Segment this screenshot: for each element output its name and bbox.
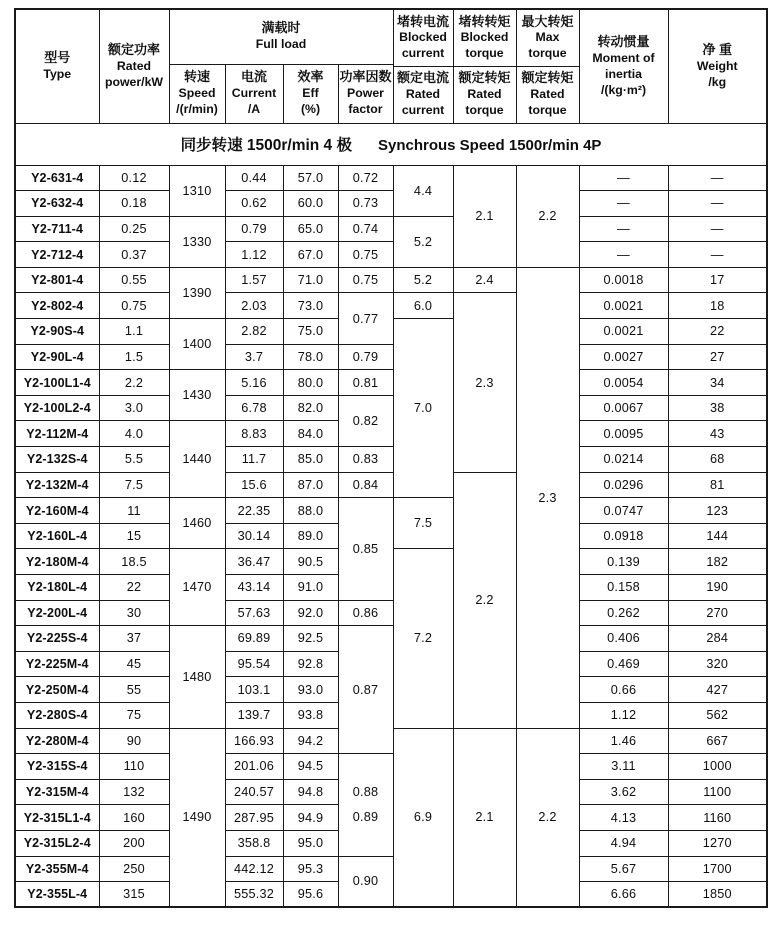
cell-blocked-torque-ratio: 2.3	[453, 293, 516, 472]
cell-speed: 1330	[169, 216, 225, 267]
cell-weight: 284	[668, 626, 767, 652]
cell-blocked-current-ratio: 6.9	[393, 728, 453, 907]
header-efficiency: 效率 Eff (%)	[283, 64, 338, 123]
header-power-factor: 功率因数 Power factor	[338, 64, 393, 123]
cell-current: 2.82	[225, 319, 283, 345]
cell-moment-of-inertia: 0.0021	[579, 319, 668, 345]
header-current: 电流 Current /A	[225, 64, 283, 123]
cell-rated-power: 0.12	[99, 165, 169, 191]
cell-current: 1.57	[225, 267, 283, 293]
cell-efficiency: 73.0	[283, 293, 338, 319]
table-row	[15, 447, 767, 473]
header-blocked-torque-ratio: 堵转转矩 Blocked torque 额定转矩 Rated torque	[453, 9, 516, 123]
cell-moment-of-inertia: 0.0918	[579, 523, 668, 549]
cell-moment-of-inertia: —	[579, 165, 668, 191]
cell-rated-power: 1.5	[99, 344, 169, 370]
cell-efficiency: 78.0	[283, 344, 338, 370]
cell-efficiency: 92.8	[283, 651, 338, 677]
cell-power-factor: 0.87	[338, 626, 393, 754]
cell-rated-power: 7.5	[99, 472, 169, 498]
cell-rated-power: 75	[99, 702, 169, 728]
cell-speed: 1470	[169, 549, 225, 626]
cell-type: Y2-711-4	[15, 216, 99, 242]
cell-rated-power: 18.5	[99, 549, 169, 575]
cell-power-factor: 0.88 0.89	[338, 754, 393, 856]
cell-weight: 182	[668, 549, 767, 575]
cell-weight: 17	[668, 267, 767, 293]
cell-moment-of-inertia: 0.0021	[579, 293, 668, 319]
cell-power-factor: 0.90	[338, 856, 393, 907]
cell-moment-of-inertia: 6.66	[579, 882, 668, 908]
cell-blocked-current-ratio: 7.0	[393, 319, 453, 498]
cell-efficiency: 93.8	[283, 702, 338, 728]
cell-efficiency: 95.3	[283, 856, 338, 882]
cell-type: Y2-355M-4	[15, 856, 99, 882]
cell-rated-power: 5.5	[99, 447, 169, 473]
cell-type: Y2-112M-4	[15, 421, 99, 447]
cell-efficiency: 75.0	[283, 319, 338, 345]
cell-weight: 27	[668, 344, 767, 370]
cell-rated-power: 0.25	[99, 216, 169, 242]
table-row	[15, 498, 767, 524]
cell-moment-of-inertia: 0.0214	[579, 447, 668, 473]
cell-moment-of-inertia: 0.0067	[579, 395, 668, 421]
cell-efficiency: 95.6	[283, 882, 338, 908]
cell-max-torque-ratio: 2.3	[516, 267, 579, 728]
cell-weight: —	[668, 191, 767, 217]
cell-rated-power: 22	[99, 575, 169, 601]
cell-current: 442.12	[225, 856, 283, 882]
cell-speed: 1440	[169, 421, 225, 498]
cell-rated-power: 11	[99, 498, 169, 524]
cell-moment-of-inertia: 0.469	[579, 651, 668, 677]
cell-weight: 1850	[668, 882, 767, 908]
cell-weight: 43	[668, 421, 767, 447]
cell-weight: —	[668, 242, 767, 268]
cell-moment-of-inertia: 0.0296	[579, 472, 668, 498]
cell-weight: 1160	[668, 805, 767, 831]
cell-rated-power: 200	[99, 830, 169, 856]
cell-blocked-torque-ratio: 2.1	[453, 165, 516, 267]
cell-type: Y2-315L2-4	[15, 830, 99, 856]
cell-efficiency: 94.9	[283, 805, 338, 831]
cell-power-factor: 0.75	[338, 267, 393, 293]
cell-speed: 1460	[169, 498, 225, 549]
table-row	[15, 600, 767, 626]
cell-moment-of-inertia: —	[579, 242, 668, 268]
cell-weight: 1100	[668, 779, 767, 805]
cell-type: Y2-200L-4	[15, 600, 99, 626]
cell-moment-of-inertia: —	[579, 191, 668, 217]
table-row	[15, 370, 767, 396]
cell-current: 8.83	[225, 421, 283, 447]
header-weight: 净 重 Weight /kg	[668, 9, 767, 123]
cell-rated-power: 15	[99, 523, 169, 549]
cell-speed: 1430	[169, 370, 225, 421]
cell-current: 43.14	[225, 575, 283, 601]
cell-rated-power: 90	[99, 728, 169, 754]
cell-efficiency: 92.0	[283, 600, 338, 626]
cell-efficiency: 84.0	[283, 421, 338, 447]
cell-type: Y2-90L-4	[15, 344, 99, 370]
cell-speed: 1390	[169, 267, 225, 318]
cell-current: 201.06	[225, 754, 283, 780]
cell-type: Y2-802-4	[15, 293, 99, 319]
cell-type: Y2-132S-4	[15, 447, 99, 473]
cell-type: Y2-225M-4	[15, 651, 99, 677]
cell-power-factor: 0.85	[338, 498, 393, 600]
cell-type: Y2-280M-4	[15, 728, 99, 754]
cell-weight: 123	[668, 498, 767, 524]
cell-type: Y2-100L1-4	[15, 370, 99, 396]
cell-type: Y2-712-4	[15, 242, 99, 268]
cell-current: 103.1	[225, 677, 283, 703]
cell-current: 2.03	[225, 293, 283, 319]
cell-blocked-current-ratio: 7.2	[393, 549, 453, 728]
cell-moment-of-inertia: 5.67	[579, 856, 668, 882]
cell-type: Y2-315M-4	[15, 779, 99, 805]
cell-current: 0.79	[225, 216, 283, 242]
cell-efficiency: 94.8	[283, 779, 338, 805]
table-row	[15, 395, 767, 421]
cell-moment-of-inertia: 4.13	[579, 805, 668, 831]
cell-current: 358.8	[225, 830, 283, 856]
cell-efficiency: 87.0	[283, 472, 338, 498]
header-moment-of-inertia: 转动惯量 Moment of inertia /(kg·m²)	[579, 9, 668, 123]
cell-speed: 1400	[169, 319, 225, 370]
cell-weight: 667	[668, 728, 767, 754]
cell-weight: 34	[668, 370, 767, 396]
header-full-load: 满载时 Full load	[169, 9, 393, 64]
cell-rated-power: 3.0	[99, 395, 169, 421]
cell-moment-of-inertia: 0.66	[579, 677, 668, 703]
table-row	[15, 472, 767, 498]
header-speed: 转速 Speed /(r/min)	[169, 64, 225, 123]
cell-current: 287.95	[225, 805, 283, 831]
cell-moment-of-inertia: —	[579, 216, 668, 242]
cell-current: 240.57	[225, 779, 283, 805]
cell-efficiency: 88.0	[283, 498, 338, 524]
cell-current: 69.89	[225, 626, 283, 652]
cell-max-torque-ratio: 2.2	[516, 165, 579, 267]
table-row	[15, 344, 767, 370]
cell-weight: 1000	[668, 754, 767, 780]
cell-blocked-current-ratio: 6.0	[393, 293, 453, 319]
table-row	[15, 191, 767, 217]
cell-efficiency: 67.0	[283, 242, 338, 268]
cell-type: Y2-280S-4	[15, 702, 99, 728]
cell-power-factor: 0.86	[338, 600, 393, 626]
cell-weight: —	[668, 216, 767, 242]
cell-efficiency: 92.5	[283, 626, 338, 652]
cell-moment-of-inertia: 0.262	[579, 600, 668, 626]
table-row	[15, 267, 767, 293]
cell-rated-power: 0.55	[99, 267, 169, 293]
header-type: 型号 Type	[15, 9, 99, 123]
cell-efficiency: 94.5	[283, 754, 338, 780]
cell-current: 30.14	[225, 523, 283, 549]
cell-current: 57.63	[225, 600, 283, 626]
cell-weight: 68	[668, 447, 767, 473]
cell-type: Y2-160L-4	[15, 523, 99, 549]
table-row	[15, 754, 767, 780]
table-body	[15, 165, 767, 907]
cell-current: 36.47	[225, 549, 283, 575]
cell-moment-of-inertia: 0.406	[579, 626, 668, 652]
cell-rated-power: 55	[99, 677, 169, 703]
cell-current: 3.7	[225, 344, 283, 370]
cell-blocked-torque-ratio: 2.4	[453, 267, 516, 293]
cell-rated-power: 250	[99, 856, 169, 882]
cell-weight: 81	[668, 472, 767, 498]
cell-power-factor: 0.79	[338, 344, 393, 370]
cell-current: 5.16	[225, 370, 283, 396]
cell-type: Y2-132M-4	[15, 472, 99, 498]
cell-efficiency: 80.0	[283, 370, 338, 396]
cell-weight: 18	[668, 293, 767, 319]
cell-current: 555.32	[225, 882, 283, 908]
cell-efficiency: 90.5	[283, 549, 338, 575]
table-row	[15, 293, 767, 319]
cell-efficiency: 71.0	[283, 267, 338, 293]
cell-current: 6.78	[225, 395, 283, 421]
cell-efficiency: 89.0	[283, 523, 338, 549]
cell-efficiency: 60.0	[283, 191, 338, 217]
cell-moment-of-inertia: 0.139	[579, 549, 668, 575]
cell-weight: 1700	[668, 856, 767, 882]
cell-type: Y2-90S-4	[15, 319, 99, 345]
cell-weight: 562	[668, 702, 767, 728]
cell-moment-of-inertia: 0.158	[579, 575, 668, 601]
cell-blocked-current-ratio: 7.5	[393, 498, 453, 549]
cell-power-factor: 0.83	[338, 447, 393, 473]
cell-power-factor: 0.84	[338, 472, 393, 498]
cell-speed: 1490	[169, 728, 225, 907]
cell-rated-power: 30	[99, 600, 169, 626]
cell-blocked-current-ratio: 4.4	[393, 165, 453, 216]
cell-type: Y2-801-4	[15, 267, 99, 293]
cell-max-torque-ratio: 2.2	[516, 728, 579, 907]
cell-type: Y2-100L2-4	[15, 395, 99, 421]
cell-efficiency: 82.0	[283, 395, 338, 421]
cell-moment-of-inertia: 3.62	[579, 779, 668, 805]
cell-weight: 320	[668, 651, 767, 677]
cell-current: 22.35	[225, 498, 283, 524]
cell-moment-of-inertia: 0.0054	[579, 370, 668, 396]
cell-efficiency: 65.0	[283, 216, 338, 242]
header-max-torque-ratio: 最大转矩 Max torque 额定转矩 Rated torque	[516, 9, 579, 123]
cell-blocked-current-ratio: 5.2	[393, 216, 453, 267]
cell-current: 1.12	[225, 242, 283, 268]
cell-blocked-current-ratio: 5.2	[393, 267, 453, 293]
cell-rated-power: 132	[99, 779, 169, 805]
cell-power-factor: 0.73	[338, 191, 393, 217]
cell-efficiency: 93.0	[283, 677, 338, 703]
cell-power-factor: 0.75	[338, 242, 393, 268]
table-row	[15, 216, 767, 242]
cell-rated-power: 315	[99, 882, 169, 908]
table-row	[15, 626, 767, 652]
cell-rated-power: 160	[99, 805, 169, 831]
cell-rated-power: 0.75	[99, 293, 169, 319]
cell-current: 166.93	[225, 728, 283, 754]
cell-weight: 144	[668, 523, 767, 549]
cell-weight: 38	[668, 395, 767, 421]
header-rated-power: 额定功率 Rated power/kW	[99, 9, 169, 123]
cell-type: Y2-632-4	[15, 191, 99, 217]
section-title-synchronous-speed: 同步转速 1500r/min 4 极 Synchrous Speed 1500r/min 4P	[15, 123, 767, 165]
cell-rated-power: 1.1	[99, 319, 169, 345]
cell-efficiency: 85.0	[283, 447, 338, 473]
cell-current: 95.54	[225, 651, 283, 677]
cell-efficiency: 57.0	[283, 165, 338, 191]
cell-moment-of-inertia: 0.0018	[579, 267, 668, 293]
cell-weight: 427	[668, 677, 767, 703]
cell-rated-power: 0.18	[99, 191, 169, 217]
cell-weight: 270	[668, 600, 767, 626]
cell-rated-power: 110	[99, 754, 169, 780]
cell-efficiency: 91.0	[283, 575, 338, 601]
cell-power-factor: 0.74	[338, 216, 393, 242]
table-row	[15, 242, 767, 268]
cell-current: 139.7	[225, 702, 283, 728]
cell-power-factor: 0.82	[338, 395, 393, 446]
cell-current: 15.6	[225, 472, 283, 498]
cell-type: Y2-180M-4	[15, 549, 99, 575]
cell-efficiency: 95.0	[283, 830, 338, 856]
cell-type: Y2-355L-4	[15, 882, 99, 908]
cell-weight: 190	[668, 575, 767, 601]
cell-moment-of-inertia: 0.0747	[579, 498, 668, 524]
cell-weight: 22	[668, 319, 767, 345]
cell-efficiency: 94.2	[283, 728, 338, 754]
cell-moment-of-inertia: 0.0027	[579, 344, 668, 370]
cell-power-factor: 0.81	[338, 370, 393, 396]
cell-rated-power: 4.0	[99, 421, 169, 447]
table-header	[15, 9, 767, 165]
cell-type: Y2-631-4	[15, 165, 99, 191]
cell-weight: —	[668, 165, 767, 191]
cell-blocked-torque-ratio: 2.2	[453, 472, 516, 728]
cell-power-factor: 0.77	[338, 293, 393, 344]
table-row	[15, 165, 767, 191]
header-blocked-current-ratio: 堵转电流 Blocked current 额定电流 Rated current	[393, 9, 453, 123]
cell-moment-of-inertia: 3.11	[579, 754, 668, 780]
cell-type: Y2-250M-4	[15, 677, 99, 703]
cell-type: Y2-160M-4	[15, 498, 99, 524]
cell-rated-power: 45	[99, 651, 169, 677]
table-row	[15, 856, 767, 882]
cell-blocked-torque-ratio: 2.1	[453, 728, 516, 907]
cell-rated-power: 37	[99, 626, 169, 652]
cell-rated-power: 0.37	[99, 242, 169, 268]
cell-type: Y2-180L-4	[15, 575, 99, 601]
cell-current: 11.7	[225, 447, 283, 473]
cell-rated-power: 2.2	[99, 370, 169, 396]
motor-spec-table	[14, 8, 768, 908]
cell-current: 0.44	[225, 165, 283, 191]
cell-moment-of-inertia: 1.46	[579, 728, 668, 754]
cell-type: Y2-225S-4	[15, 626, 99, 652]
cell-moment-of-inertia: 0.0095	[579, 421, 668, 447]
cell-current: 0.62	[225, 191, 283, 217]
cell-power-factor: 0.72	[338, 165, 393, 191]
cell-moment-of-inertia: 4.94	[579, 830, 668, 856]
cell-speed: 1310	[169, 165, 225, 216]
cell-speed: 1480	[169, 626, 225, 728]
cell-moment-of-inertia: 1.12	[579, 702, 668, 728]
cell-weight: 1270	[668, 830, 767, 856]
cell-type: Y2-315L1-4	[15, 805, 99, 831]
cell-type: Y2-315S-4	[15, 754, 99, 780]
